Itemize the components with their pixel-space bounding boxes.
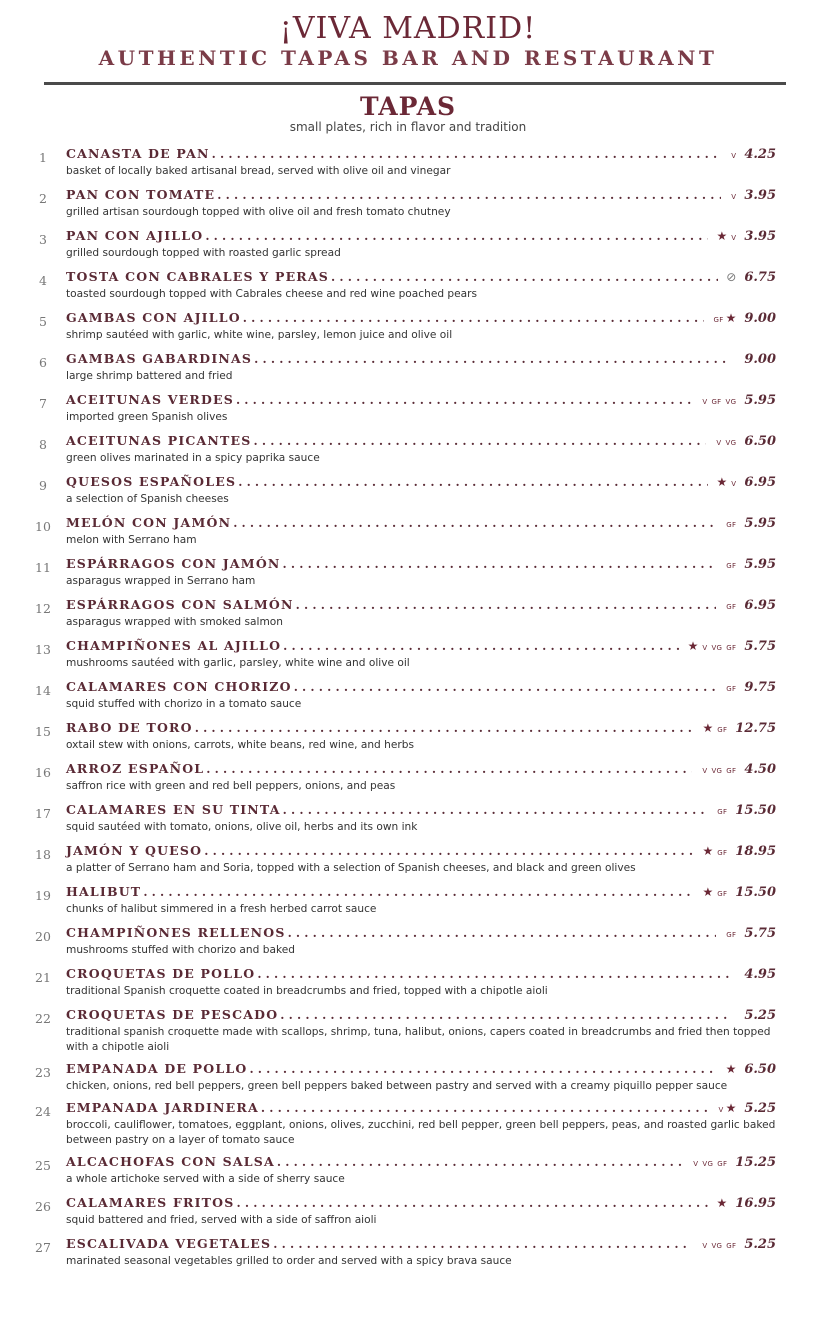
item-price: 3.95: [744, 229, 776, 244]
item-description: traditional spanish croquette made with scallops, shrimp, tuna, halibut, onions, capers coated in breadcrumbs and fried then topped with a chipotle aioli: [66, 1026, 771, 1053]
item-number: 14: [35, 683, 51, 698]
item-number: 15: [35, 724, 51, 739]
item-number: 22: [35, 1011, 51, 1026]
dietary-tag: GF: [726, 685, 737, 693]
item-name: HALIBUT: [66, 884, 142, 899]
item-description: chicken, onions, red bell peppers, green bell peppers baked between pastry and served with a creamy piquillo pepper sauce: [66, 1080, 728, 1092]
menu-item: [0, 310, 816, 343]
item-number: 26: [35, 1199, 51, 1214]
item-name: JAMÓN Y QUESO: [66, 843, 203, 858]
dot-leader: [257, 967, 730, 981]
item-number: 1: [39, 150, 47, 165]
item-title-line: [66, 1061, 776, 1079]
dietary-tag: GF: [726, 1242, 737, 1250]
dot-leader: [195, 721, 695, 735]
star-icon: ★: [716, 1196, 728, 1210]
dietary-tags: [700, 721, 727, 735]
item-price: 5.75: [744, 639, 776, 654]
menu-item: [0, 720, 816, 753]
item-price: 15.50: [735, 885, 776, 900]
item-title-line: [66, 515, 776, 533]
item-name: GAMBAS CON AJILLO: [66, 310, 241, 325]
dietary-tag: GF: [726, 644, 737, 652]
item-description: a selection of Spanish cheeses: [66, 493, 229, 505]
item-name: ACEITUNAS PICANTES: [66, 433, 252, 448]
item-title-line: [66, 433, 776, 451]
item-price: 12.75: [735, 721, 776, 736]
dietary-tag: VG: [711, 1242, 723, 1250]
item-name: ALCACHOFAS CON SALSA: [66, 1154, 275, 1169]
item-description: chunks of halibut simmered in a fresh herbed carrot sauce: [66, 903, 377, 915]
item-description: large shrimp battered and fried: [66, 370, 233, 382]
item-name: CALAMARES EN SU TINTA: [66, 802, 281, 817]
dot-leader: [204, 844, 694, 858]
item-name: GAMBAS GABARDINAS: [66, 351, 253, 366]
item-name: EMPANADA JARDINERA: [66, 1100, 259, 1115]
menu-item: [0, 433, 816, 466]
header-divider: [44, 82, 786, 85]
dietary-tags: [710, 311, 737, 325]
item-description: oxtail stew with onions, carrots, white beans, red wine, and herbs: [66, 739, 414, 751]
dietary-tag: GF: [717, 890, 728, 898]
item-description: mushrooms sautéed with garlic, parsley, white wine and olive oil: [66, 657, 410, 669]
item-number: 18: [35, 847, 51, 862]
dietary-tags: [698, 767, 736, 775]
pea-pod-icon: ⊘: [726, 270, 737, 284]
item-description: basket of locally baked artisanal bread, served with olive oil and vinegar: [66, 165, 451, 177]
item-price: 5.75: [744, 926, 776, 941]
dietary-tags: [714, 475, 736, 489]
dietary-tags: [714, 1101, 736, 1115]
star-icon: ★: [687, 639, 699, 653]
menu-item: [0, 146, 816, 179]
item-price: 3.95: [744, 188, 776, 203]
dot-leader: [233, 516, 716, 530]
dot-leader: [283, 639, 679, 653]
item-description: grilled artisan sourdough topped with olive oil and fresh tomato chutney: [66, 206, 451, 218]
dietary-tag: GF: [717, 726, 728, 734]
dot-leader: [249, 1062, 717, 1076]
dot-leader: [217, 188, 721, 202]
item-name: ESPÁRRAGOS CON SALMÓN: [66, 597, 294, 612]
item-number: 7: [39, 396, 47, 411]
menu-item: [0, 597, 816, 630]
dietary-tag: GF: [717, 1160, 728, 1168]
item-name: CHAMPIÑONES RELLENOS: [66, 925, 286, 940]
item-title-line: [66, 925, 776, 943]
item-title-line: [66, 843, 776, 861]
item-name: CALAMARES FRITOS: [66, 1195, 235, 1210]
dot-leader: [238, 475, 708, 489]
menu-item: [0, 761, 816, 794]
dietary-tags: [689, 1160, 727, 1168]
dietary-tag: V: [693, 1160, 699, 1168]
item-number: 13: [35, 642, 51, 657]
item-price: 4.50: [744, 762, 776, 777]
dot-leader: [277, 1155, 683, 1169]
item-name: ESPÁRRAGOS CON JAMÓN: [66, 556, 281, 571]
item-name: ACEITUNAS VERDES: [66, 392, 234, 407]
dietary-tags: [722, 603, 736, 611]
dietary-tags: [727, 193, 736, 201]
dot-leader: [280, 1008, 730, 1022]
dietary-tag: GF: [713, 316, 724, 324]
dot-leader: [254, 434, 707, 448]
dietary-tags: [712, 439, 736, 447]
menu-item: [0, 1061, 816, 1094]
item-price: 4.25: [744, 147, 776, 162]
item-description: asparagus wrapped with smoked salmon: [66, 616, 283, 628]
item-title-line: [66, 638, 776, 656]
dot-leader: [236, 393, 692, 407]
restaurant-name: ¡VIVA MADRID!: [279, 11, 537, 46]
item-number: 25: [35, 1158, 51, 1173]
item-description: mushrooms stuffed with chorizo and baked: [66, 944, 295, 956]
menu-item: [0, 966, 816, 999]
item-name: EMPANADA DE POLLO: [66, 1061, 248, 1076]
menu-item: [0, 269, 816, 302]
dietary-tags: [686, 639, 737, 653]
dietary-tags: [700, 885, 727, 899]
item-number: 21: [35, 970, 51, 985]
item-title-line: [66, 556, 776, 574]
restaurant-tagline: AUTHENTIC TAPAS BAR AND RESTAURANT: [98, 46, 718, 70]
star-icon: ★: [725, 1062, 737, 1076]
item-price: 9.00: [744, 311, 776, 326]
item-price: 6.95: [744, 598, 776, 613]
item-price: 5.25: [744, 1101, 776, 1116]
dietary-tag: GF: [717, 808, 728, 816]
item-title-line: [66, 146, 776, 164]
menu-item: [0, 187, 816, 220]
dietary-tag: VG: [725, 398, 737, 406]
dietary-tags: [700, 844, 727, 858]
dietary-tags: [714, 229, 736, 243]
item-number: 17: [35, 806, 51, 821]
dot-leader: [288, 926, 717, 940]
dot-leader: [243, 311, 704, 325]
star-icon: ★: [702, 844, 714, 858]
item-number: 6: [39, 355, 47, 370]
dot-leader: [254, 352, 730, 366]
item-price: 6.50: [744, 1062, 776, 1077]
dietary-tags: [727, 152, 736, 160]
dietary-tag: V: [716, 439, 722, 447]
dietary-tags: [724, 1062, 737, 1076]
item-description: a whole artichoke served with a side of sherry sauce: [66, 1173, 345, 1185]
dot-leader: [283, 557, 717, 571]
item-title-line: [66, 474, 776, 492]
item-name: PAN CON AJILLO: [66, 228, 204, 243]
item-description: asparagus wrapped in Serrano ham: [66, 575, 256, 587]
item-description: squid sautéed with tomato, onions, olive oil, herbs and its own ink: [66, 821, 418, 833]
menu-item: [0, 1154, 816, 1187]
dot-leader: [205, 229, 708, 243]
menu-item: [0, 556, 816, 589]
dietary-tag: VG: [711, 767, 723, 775]
item-number: 24: [35, 1104, 51, 1119]
item-name: QUESOS ESPAÑOLES: [66, 474, 237, 489]
star-icon: ★: [716, 475, 728, 489]
item-name: PAN CON TOMATE: [66, 187, 216, 202]
item-price: 5.95: [744, 516, 776, 531]
menu-item: [0, 1100, 816, 1148]
menu-item: [0, 515, 816, 548]
item-title-line: [66, 802, 776, 820]
dietary-tag: V: [702, 767, 708, 775]
item-title-line: [66, 1007, 776, 1025]
dietary-tag: V: [731, 234, 737, 242]
item-description: squid battered and fried, served with a side of saffron aioli: [66, 1214, 377, 1226]
item-number: 5: [39, 314, 47, 329]
dietary-tags: [724, 270, 736, 284]
item-price: 15.50: [735, 803, 776, 818]
item-name: TOSTA CON CABRALES Y PERAS: [66, 269, 330, 284]
dietary-tag: V: [702, 1242, 708, 1250]
item-number: 4: [39, 273, 47, 288]
dietary-tags: [722, 931, 736, 939]
item-description: a platter of Serrano ham and Soria, topped with a selection of Spanish cheeses, and black and green olives: [66, 862, 636, 874]
item-title-line: [66, 884, 776, 902]
item-number: 11: [35, 560, 51, 575]
item-title-line: [66, 269, 776, 287]
dietary-tag: GF: [726, 767, 737, 775]
dietary-tag: GF: [726, 562, 737, 570]
menu-item: [0, 884, 816, 917]
menu-item: [0, 228, 816, 261]
item-title-line: [66, 228, 776, 246]
item-title-line: [66, 1100, 776, 1118]
item-number: 3: [39, 232, 47, 247]
item-description: grilled sourdough topped with roasted garlic spread: [66, 247, 341, 259]
item-name: CANASTA DE PAN: [66, 146, 210, 161]
star-icon: ★: [725, 311, 737, 325]
item-number: 12: [35, 601, 51, 616]
dot-leader: [296, 598, 717, 612]
menu-item-list: [0, 146, 816, 1277]
menu-item: [0, 1195, 816, 1228]
item-title-line: [66, 720, 776, 738]
item-price: 6.50: [744, 434, 776, 449]
item-number: 20: [35, 929, 51, 944]
star-icon: ★: [725, 1101, 737, 1115]
item-title-line: [66, 1195, 776, 1213]
dot-leader: [261, 1101, 709, 1115]
item-description: toasted sourdough topped with Cabrales cheese and red wine poached pears: [66, 288, 478, 300]
item-number: 23: [35, 1065, 51, 1080]
item-price: 15.25: [735, 1155, 776, 1170]
item-number: 16: [35, 765, 51, 780]
dietary-tags: [698, 1242, 736, 1250]
dot-leader: [212, 147, 722, 161]
item-number: 9: [39, 478, 47, 493]
dot-leader: [331, 270, 718, 284]
item-title-line: [66, 597, 776, 615]
item-title-line: [66, 966, 776, 984]
menu-item: [0, 843, 816, 876]
dietary-tags: [713, 808, 727, 816]
dietary-tag: GF: [726, 603, 737, 611]
item-price: 18.95: [735, 844, 776, 859]
item-description: marinated seasonal vegetables grilled to order and served with a spicy brava sauce: [66, 1255, 512, 1267]
item-price: 9.00: [744, 352, 776, 367]
item-number: 8: [39, 437, 47, 452]
item-description: broccoli, cauliflower, tomatoes, eggplant, onions, olives, zucchini, red bell pepper, green bell peppers, peas, and roasted garlic baked between pastry on a layer of tomato sauce: [66, 1119, 776, 1146]
item-price: 6.95: [744, 475, 776, 490]
star-icon: ★: [702, 721, 714, 735]
item-name: MELÓN CON JAMÓN: [66, 515, 232, 530]
item-description: traditional Spanish croquette coated in breadcrumbs and fried, topped with a chipotle aioli: [66, 985, 548, 997]
item-title-line: [66, 1236, 776, 1254]
item-number: 10: [35, 519, 51, 534]
dietary-tags: [722, 685, 736, 693]
item-title-line: [66, 761, 776, 779]
dietary-tag: GF: [711, 398, 722, 406]
dietary-tag: V: [731, 480, 737, 488]
item-price: 5.25: [744, 1237, 776, 1252]
dot-leader: [237, 1196, 709, 1210]
item-number: 19: [35, 888, 51, 903]
item-description: green olives marinated in a spicy paprika sauce: [66, 452, 320, 464]
dietary-tag: V: [702, 398, 708, 406]
dietary-tag: GF: [726, 521, 737, 529]
item-number: 27: [35, 1240, 51, 1255]
item-name: CROQUETAS DE POLLO: [66, 966, 256, 981]
dot-leader: [283, 803, 708, 817]
dietary-tag: V: [731, 193, 737, 201]
dot-leader: [143, 885, 694, 899]
item-price: 5.25: [744, 1008, 776, 1023]
section-subtitle: small plates, rich in flavor and tradition: [289, 120, 527, 134]
item-price: 5.95: [744, 557, 776, 572]
menu-item: [0, 638, 816, 671]
dietary-tag: GF: [726, 931, 737, 939]
item-title-line: [66, 392, 776, 410]
dietary-tag: V: [718, 1106, 724, 1114]
item-price: 6.75: [744, 270, 776, 285]
menu-item: [0, 1007, 816, 1055]
dietary-tag: VG: [725, 439, 737, 447]
section-title: TAPAS: [359, 92, 457, 121]
item-description: imported green Spanish olives: [66, 411, 228, 423]
item-name: CROQUETAS DE PESCADO: [66, 1007, 279, 1022]
item-description: squid stuffed with chorizo in a tomato sauce: [66, 698, 302, 710]
item-name: CHAMPIÑONES AL AJILLO: [66, 638, 282, 653]
item-description: saffron rice with green and red bell peppers, onions, and peas: [66, 780, 396, 792]
dietary-tags: [698, 398, 736, 406]
item-title-line: [66, 1154, 776, 1172]
dietary-tag: V: [731, 152, 737, 160]
item-name: CALAMARES CON CHORIZO: [66, 679, 292, 694]
item-description: melon with Serrano ham: [66, 534, 197, 546]
menu-item: [0, 1236, 816, 1269]
dot-leader: [273, 1237, 692, 1251]
item-title-line: [66, 310, 776, 328]
dietary-tag: V: [702, 644, 708, 652]
dietary-tags: [722, 521, 736, 529]
menu-item: [0, 351, 816, 384]
dietary-tag: GF: [717, 849, 728, 857]
item-name: ESCALIVADA VEGETALES: [66, 1236, 272, 1251]
item-price: 5.95: [744, 393, 776, 408]
dot-leader: [294, 680, 717, 694]
menu-item: [0, 802, 816, 835]
menu-item: [0, 474, 816, 507]
dot-leader: [206, 762, 692, 776]
menu-header: [0, 12, 816, 70]
dietary-tag: VG: [711, 644, 723, 652]
star-icon: ★: [702, 885, 714, 899]
item-price: 4.95: [744, 967, 776, 982]
menu-item: [0, 392, 816, 425]
item-title-line: [66, 187, 776, 205]
menu-item: [0, 679, 816, 712]
dietary-tags: [715, 1196, 728, 1210]
menu-item: [0, 925, 816, 958]
item-title-line: [66, 679, 776, 697]
item-name: RABO DE TORO: [66, 720, 193, 735]
item-price: 9.75: [744, 680, 776, 695]
item-number: 2: [39, 191, 47, 206]
dietary-tags: [722, 562, 736, 570]
item-description: shrimp sautéed with garlic, white wine, parsley, lemon juice and olive oil: [66, 329, 453, 341]
star-icon: ★: [716, 229, 728, 243]
item-title-line: [66, 351, 776, 369]
dietary-tag: VG: [702, 1160, 714, 1168]
item-price: 16.95: [735, 1196, 776, 1211]
item-name: ARROZ ESPAÑOL: [66, 761, 205, 776]
